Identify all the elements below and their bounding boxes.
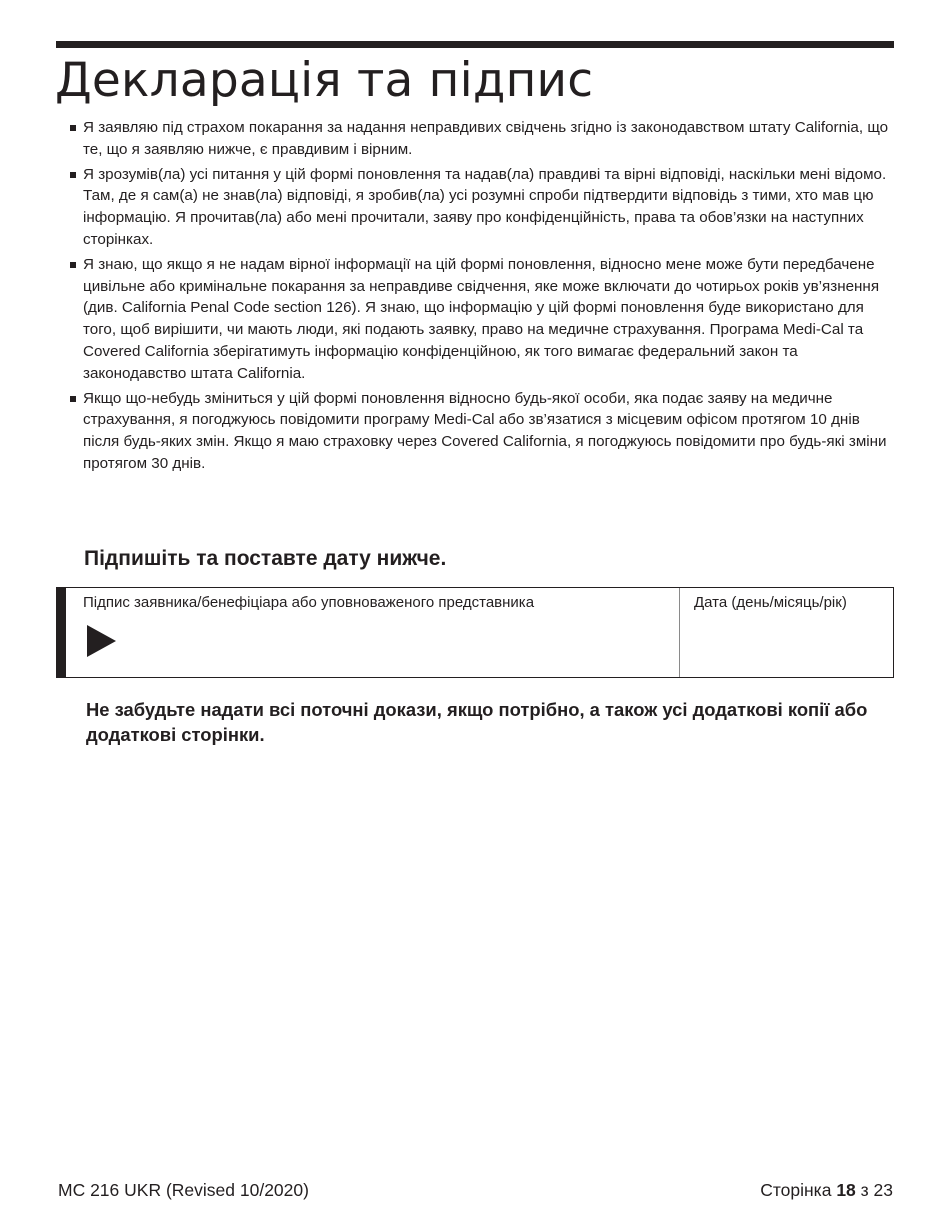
- page-prefix: Сторінка: [760, 1180, 837, 1200]
- top-rule: [56, 41, 894, 48]
- page-total: 23: [873, 1180, 893, 1200]
- evidence-reminder: [86, 697, 886, 747]
- sign-here-arrow-icon: [87, 625, 116, 657]
- page-number: 18: [836, 1180, 856, 1200]
- sign-heading: Підпишіть та поставте дату нижче.: [84, 547, 447, 570]
- declaration-list: [68, 117, 892, 478]
- signature-table: [56, 587, 894, 678]
- page-separator: з: [855, 1180, 874, 1200]
- list-item: Я заявляю під страхом покарання за надання неправдивих свідчень згідно із законодавством штату California, що те, що я заявляю нижче, є правдивим і вірним.: [68, 117, 892, 161]
- page-title: Декларація та підпис: [55, 53, 594, 108]
- list-item: Я зрозумів(ла) усі питання у цій формі поновлення та надав(ла) правдиві та вірні відповіді, наскільки мені відомо. Там, де я сам(а) не знав(ла) відповіді, я зробив(ла) усі розумні спроби підтвердити відповідь з тими, хто мав цю інформацію. Я прочитав(ла) або мені прочитали, заяву про конфіденційність, права та обов’язки на наступних сторінках.: [68, 164, 892, 251]
- signature-field[interactable]: [66, 588, 680, 677]
- reminder-text-start: Не забудьте надати всі: [86, 699, 301, 720]
- signature-label: Підпис заявника/бенефіціара або уповноваженого представника: [83, 594, 535, 611]
- reminder-emphasis: поточні докази: [300, 699, 437, 720]
- list-item: Я знаю, що якщо я не надам вірної інформації на цій формі поновлення, відносно мене може бути передбачене цивільне або кримінальне покарання за неправдиве свідчення, яке може включати до чотирьох років ув’язнення (див. California Penal Code section 126). Я знаю, що інформацію у цій формі поновлення буде використано для того, щоб вирішити, чи мають люди, які подають заявку, право на медичне страхування. Програма Medi-Cal та Covered California зберігатимуть інформацію конфіденційною, як того вимагає федеральний закон та законодавство штата California.: [68, 254, 892, 385]
- list-item: Якщо що-небудь зміниться у цій формі поновлення відносно будь-якої особи, яка подає заяву на медичне страхування, я погоджуюсь повідомити програму Medi-Cal або зв’язатися з місцевим офісом протягом 10 днів після будь-яких змін. Якщо я маю страховку через Covered California, я погоджуюсь повідомити про будь-які зміни протягом 30 днів.: [68, 388, 892, 475]
- date-label: Дата (день/місяць/рік): [694, 594, 847, 611]
- form-identifier: MC 216 UKR (Revised 10/2020): [58, 1180, 309, 1200]
- page-counter: [760, 1179, 893, 1201]
- reminder-text-end: , якщо потрібно, а також усі додаткові копії або додаткові сторінки.: [86, 699, 868, 745]
